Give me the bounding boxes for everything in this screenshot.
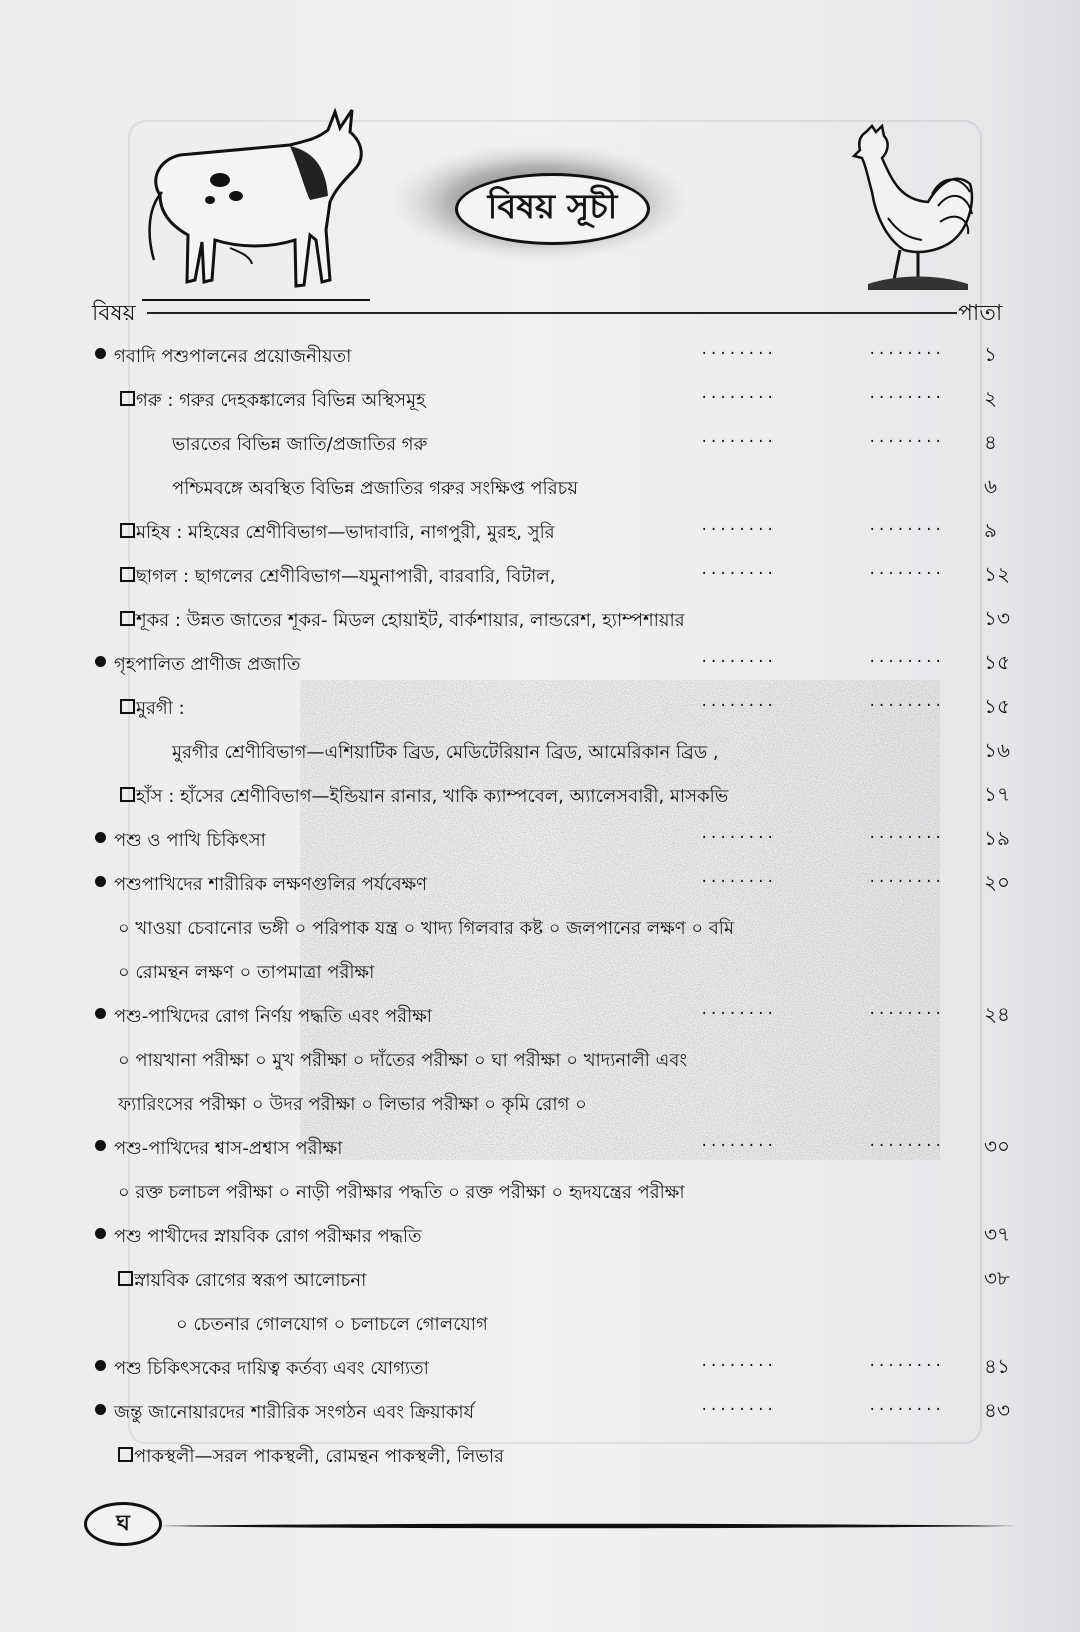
leader-dots: ........ xyxy=(868,518,944,534)
toc-row xyxy=(0,1434,1080,1478)
toc-page-number: ৬ xyxy=(984,474,998,498)
toc-page-number: ১৯ xyxy=(984,826,1010,850)
leader-dots: ........ xyxy=(700,1134,776,1150)
toc-entry-title: মুরগী : xyxy=(136,698,185,719)
toc-page-number: ৩৮ xyxy=(984,1266,1010,1290)
toc-entry-title: ০ খাওয়া চেবানোর ভঙ্গী ০ পরিপাক যন্ত্র ০ খাদ্য গিলবার কষ্ট ০ জলপানের লক্ষণ ০ বমি xyxy=(118,918,734,939)
leader-dots: ........ xyxy=(700,518,776,534)
toc-entry-title: পশু পাখীদের স্নায়বিক রোগ পরীক্ষার পদ্ধতি xyxy=(114,1226,422,1247)
toc-page-number: ১ xyxy=(984,342,997,366)
page-column-label: পাতা xyxy=(958,301,1003,326)
leader-dots: ........ xyxy=(868,694,944,710)
toc-entry-title: পাকস্থলী—সরল পাকস্থলী, রোমন্থন পাকস্থলী, লিভার xyxy=(134,1446,504,1467)
bullet-icon xyxy=(95,656,106,667)
toc-row xyxy=(0,334,1080,378)
toc-page-number: ৩৭ xyxy=(984,1222,1011,1246)
leader-dots: ........ xyxy=(868,870,944,886)
checkbox-square-icon xyxy=(118,1271,133,1286)
toc-entry-title: মুরগীর শ্রেণীবিভাগ—এশিয়াটিক ব্রিড, মেডিটেরিয়ান ব্রিড, আমেরিকান ব্রিড , xyxy=(172,742,719,763)
subject-column-label: বিষয় xyxy=(92,301,136,326)
toc-row xyxy=(0,598,1080,642)
leader-dots: ........ xyxy=(868,1398,944,1414)
cow-illustration xyxy=(140,100,375,305)
toc-page-number: ২ xyxy=(984,386,998,410)
toc-entry-title: ভারতের বিভিন্ন জাতি/প্রজাতির গরু xyxy=(172,434,428,455)
leader-dots: ........ xyxy=(700,430,776,446)
leader-dots: ........ xyxy=(868,1002,944,1018)
toc-entry-title: স্নায়বিক রোগের স্বরূপ আলোচনা xyxy=(134,1270,367,1291)
footer-rule xyxy=(160,1522,1020,1530)
toc-entry-title: পশ্চিমবঙ্গে অবস্থিত বিভিন্ন প্রজাতির গরুর সংক্ষিপ্ত পরিচয় xyxy=(172,478,578,499)
toc-entry-title: পশু-পাখিদের শ্বাস-প্রশ্বাস পরীক্ষা xyxy=(114,1138,343,1159)
toc-entry-title: পশু ও পাখি চিকিৎসা xyxy=(114,830,266,851)
toc-row xyxy=(0,510,1080,554)
leader-dots: ........ xyxy=(868,562,944,578)
toc-row xyxy=(0,554,1080,598)
toc-row xyxy=(0,730,1080,774)
toc-page-number: ৯ xyxy=(984,518,997,542)
checkbox-square-icon xyxy=(118,1447,133,1462)
leader-dots: ........ xyxy=(700,562,776,578)
toc-row xyxy=(0,1258,1080,1302)
toc-page-number: ৪৩ xyxy=(984,1398,1010,1422)
toc-entry-title: গৃহপালিত প্রাণীজ প্রজাতি xyxy=(114,654,301,675)
toc-row xyxy=(0,1038,1080,1082)
leader-dots: ........ xyxy=(868,1134,944,1150)
rooster-illustration xyxy=(848,122,978,294)
toc-page-number: ১৬ xyxy=(984,738,1010,762)
bullet-icon xyxy=(95,832,106,843)
toc-page-number: ১৩ xyxy=(984,606,1010,630)
toc-entry-title: ০ রক্ত চলাচল পরীক্ষা ০ নাড়ী পরীক্ষার পদ্ধতি ০ রক্ত পরীক্ষা ০ হৃদযন্ত্রের পরীক্ষা xyxy=(118,1182,685,1203)
leader-dots: ........ xyxy=(700,694,776,710)
toc-row xyxy=(0,1170,1080,1214)
toc-row xyxy=(0,862,1080,906)
toc-entry-title: গরু : গরুর দেহকঙ্কালের বিভিন্ন অস্থিসমূহ xyxy=(136,390,426,411)
toc-row xyxy=(0,466,1080,510)
leader-dots: ........ xyxy=(700,386,776,402)
toc-page-number: ২৪ xyxy=(984,1002,1010,1026)
page-marker: ঘ xyxy=(84,1502,162,1546)
leader-dots: ........ xyxy=(700,826,776,842)
checkbox-square-icon xyxy=(120,391,135,406)
bullet-icon xyxy=(95,1008,106,1019)
toc-page-number: ২০ xyxy=(984,870,1011,894)
toc-row xyxy=(0,906,1080,950)
toc-row xyxy=(0,1126,1080,1170)
table-of-contents xyxy=(0,334,1080,1478)
bullet-icon xyxy=(95,876,106,887)
leader-dots: ........ xyxy=(700,870,776,886)
leader-dots: ........ xyxy=(700,650,776,666)
toc-page-number: ১৫ xyxy=(984,650,1010,674)
toc-entry-title: মহিষ : মহিষের শ্রেণীবিভাগ—ভাদাবারি, নাগপুরী, মুরহ, সুরি xyxy=(136,522,555,543)
toc-row xyxy=(0,1214,1080,1258)
toc-page-number: ১২ xyxy=(984,562,1010,586)
bullet-icon xyxy=(95,1140,106,1151)
toc-row xyxy=(0,1346,1080,1390)
bullet-icon xyxy=(95,1228,106,1239)
checkbox-square-icon xyxy=(120,567,135,582)
checkbox-square-icon xyxy=(120,611,135,626)
bullet-icon xyxy=(95,1360,106,1371)
toc-entry-title: ছাগল : ছাগলের শ্রেণীবিভাগ—যমুনাপারী, বারবারি, বিটাল, xyxy=(136,566,556,587)
toc-entry-title: জন্তু জানোয়ারদের শারীরিক সংগঠন এবং ক্রিয়াকার্য xyxy=(114,1402,474,1423)
toc-row xyxy=(0,1082,1080,1126)
toc-entry-title: পশু-পাখিদের রোগ নির্ণয় পদ্ধতি এবং পরীক্ষা xyxy=(114,1006,433,1027)
checkbox-square-icon xyxy=(120,699,135,714)
toc-page-number: ১৫ xyxy=(984,694,1010,718)
toc-page-number: ৩০ xyxy=(984,1134,1011,1158)
toc-row xyxy=(0,950,1080,994)
toc-row xyxy=(0,994,1080,1038)
page-title: বিষয় সূচী xyxy=(455,173,650,245)
toc-row xyxy=(0,1302,1080,1346)
toc-row xyxy=(0,686,1080,730)
bullet-icon xyxy=(95,1404,106,1415)
toc-entry-title: হাঁস : হাঁসের শ্রেণীবিভাগ—ইন্ডিয়ান রানার, খাকি ক্যাম্পবেল, অ্যালেসবারী, মাসকভি xyxy=(136,786,729,807)
toc-row xyxy=(0,774,1080,818)
toc-page-number: ৪১ xyxy=(984,1354,1010,1378)
leader-dots: ........ xyxy=(868,1354,944,1370)
toc-entry-title: ফ্যারিংসের পরীক্ষা ০ উদর পরীক্ষা ০ লিভার পরীক্ষা ০ কৃমি রোগ ০ xyxy=(118,1094,587,1115)
toc-row xyxy=(0,818,1080,862)
toc-page-number: ১৭ xyxy=(984,782,1010,806)
leader-dots: ........ xyxy=(868,386,944,402)
toc-row xyxy=(0,642,1080,686)
bullet-icon xyxy=(95,348,106,359)
toc-entry-title: শূকর : উন্নত জাতের শূকর- মিডল হোয়াইট, বার্কশায়ার, লান্ডরেশ, হ্যাম্পশায়ার xyxy=(136,610,685,631)
toc-entry-title: ০ রোমন্থন লক্ষণ ০ তাপমাত্রা পরীক্ষা xyxy=(118,962,375,983)
leader-dots: ........ xyxy=(700,1002,776,1018)
toc-row xyxy=(0,378,1080,422)
leader-dots: ........ xyxy=(868,650,944,666)
leader-dots: ........ xyxy=(868,430,944,446)
leader-dots: ........ xyxy=(700,1398,776,1414)
checkbox-square-icon xyxy=(120,523,135,538)
leader-dots: ........ xyxy=(868,826,944,842)
leader-dots: ........ xyxy=(700,342,776,358)
leader-dots: ........ xyxy=(700,1354,776,1370)
toc-row xyxy=(0,1390,1080,1434)
toc-entry-title: ০ পায়খানা পরীক্ষা ০ মুখ পরীক্ষা ০ দাঁতের পরীক্ষা ০ ঘা পরীক্ষা ০ খাদ্যনালী এবং xyxy=(118,1050,688,1071)
toc-entry-title: ০ চেতনার গোলযোগ ০ চলাচলে গোলযোগ xyxy=(176,1314,488,1335)
header-rule xyxy=(147,312,957,314)
toc-entry-title: পশুপাখিদের শারীরিক লক্ষণগুলির পর্যবেক্ষণ xyxy=(114,874,428,895)
leader-dots: ........ xyxy=(868,342,944,358)
checkbox-square-icon xyxy=(120,787,135,802)
toc-page-number: ৪ xyxy=(984,430,997,454)
toc-entry-title: পশু চিকিৎসকের দায়িত্ব কর্তব্য এবং যোগ্যতা xyxy=(114,1358,429,1379)
toc-entry-title: গবাদি পশুপালনের প্রয়োজনীয়তা xyxy=(114,346,352,367)
toc-row xyxy=(0,422,1080,466)
